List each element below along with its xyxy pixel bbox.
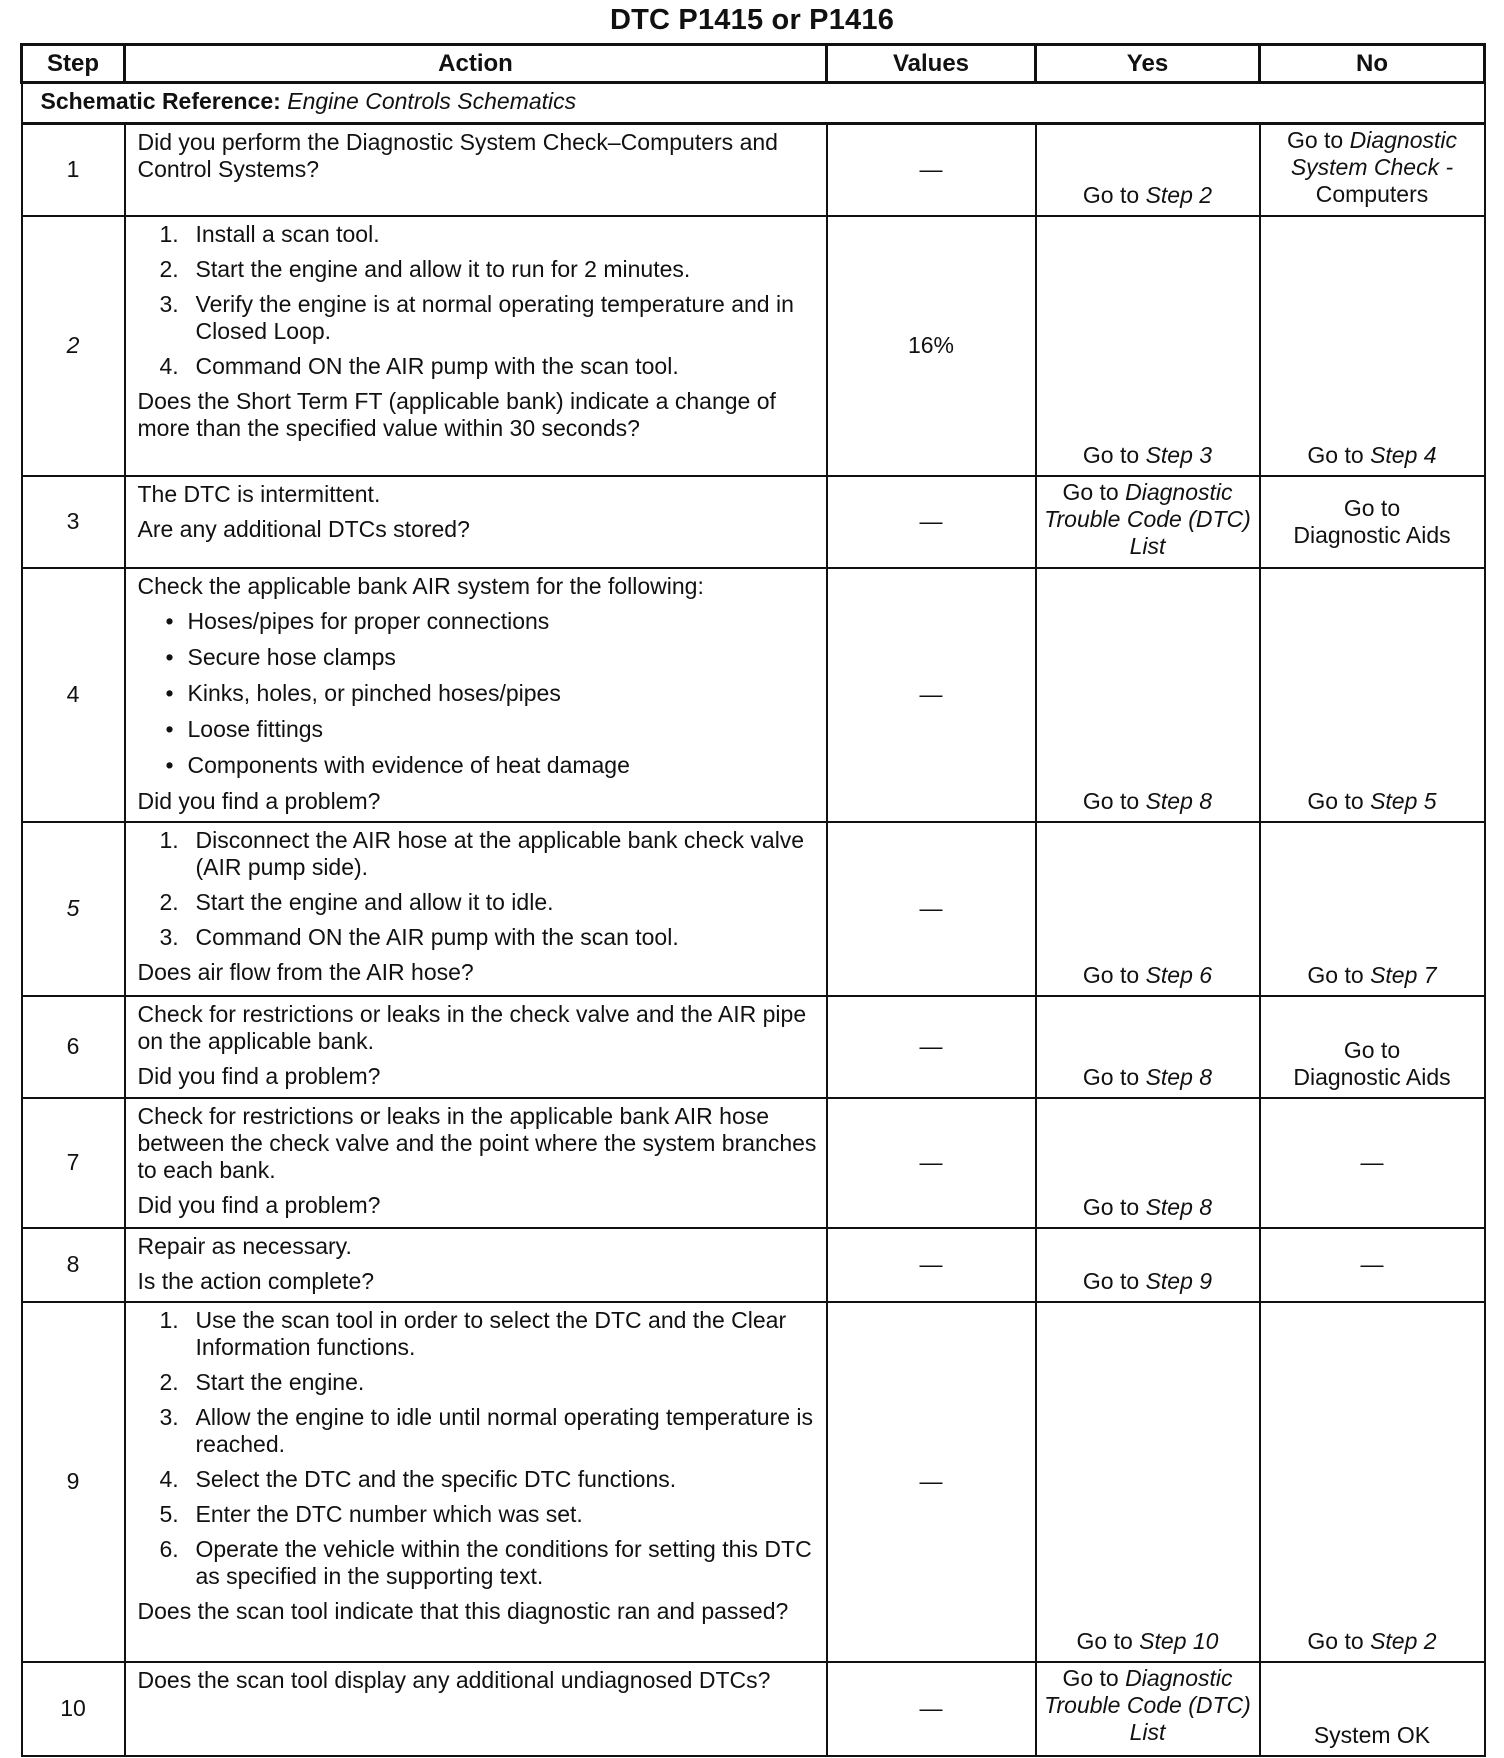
value-cell: 16% bbox=[827, 216, 1036, 476]
action-cell bbox=[125, 124, 827, 216]
step-number: 1 bbox=[22, 124, 125, 216]
action-text: Check for restrictions or leaks in the check valve and the AIR pipe on the applicable bank. bbox=[137, 1000, 807, 1054]
value-cell: — bbox=[827, 1662, 1036, 1756]
action-question: Did you find a problem? bbox=[137, 1062, 381, 1089]
step-number: 5 bbox=[66, 895, 80, 921]
list-item: 5. Enter the DTC number which was set. bbox=[159, 1500, 583, 1527]
action-question: Did you find a problem? bbox=[137, 1191, 381, 1218]
action-cell bbox=[125, 1662, 827, 1756]
header-yes: Yes bbox=[1036, 45, 1260, 83]
step-number: 7 bbox=[22, 1098, 125, 1228]
header-action: Action bbox=[125, 45, 827, 83]
list-item: 3. Allow the engine to idle until normal operating temperature is reached. bbox=[159, 1403, 814, 1457]
list-item: 3. Verify the engine is at normal operating temperature and in Closed Loop. bbox=[159, 290, 794, 344]
yes-cell bbox=[1036, 124, 1260, 216]
list-item: 1. Disconnect the AIR hose at the applicable bank check valve (AIR pump side). bbox=[159, 826, 805, 880]
value-cell: — bbox=[827, 124, 1036, 216]
no-cell: Go to Diagnostic Aids bbox=[1260, 476, 1485, 568]
step-number: 10 bbox=[22, 1662, 125, 1756]
step-number: 3 bbox=[22, 476, 125, 568]
no-cell: Go to Step 4 bbox=[1260, 216, 1485, 476]
step-number: 6 bbox=[22, 996, 125, 1098]
action-question: Is the action complete? bbox=[137, 1267, 375, 1294]
list-item: 1. Install a scan tool. bbox=[159, 220, 380, 247]
step-number: 2 bbox=[66, 332, 80, 358]
action-cell bbox=[125, 996, 827, 1098]
action-cell bbox=[125, 568, 827, 822]
action-question: Did you find a problem? bbox=[137, 787, 381, 814]
table-row bbox=[22, 822, 1485, 996]
yes-cell: Go to Step 8 bbox=[1036, 996, 1260, 1098]
action-bullets bbox=[138, 608, 818, 779]
list-item: • Loose fittings bbox=[138, 716, 818, 743]
action-question: Does the Short Term FT (applicable bank) indicate a change of more than the specified value within 30 seconds? bbox=[137, 387, 776, 441]
action-question: Does air flow from the AIR hose? bbox=[137, 958, 474, 985]
step-number: 9 bbox=[22, 1302, 125, 1662]
action-steps bbox=[138, 221, 818, 380]
action-question: Are any additional DTCs stored? bbox=[137, 515, 470, 542]
list-item: 2. Start the engine and allow it to run for 2 minutes. bbox=[159, 255, 691, 282]
action-intro: Check the applicable bank AIR system for the following: bbox=[137, 572, 704, 599]
action-text: Repair as necessary. bbox=[137, 1232, 352, 1259]
yes-cell: Go to Step 10 bbox=[1036, 1302, 1260, 1662]
list-item: 6. Operate the vehicle within the conditions for setting this DTC as specified in the supporting text. bbox=[159, 1535, 812, 1589]
yes-prefix: Go to bbox=[1082, 181, 1140, 208]
header-step: Step bbox=[22, 45, 125, 83]
table-row bbox=[22, 124, 1485, 216]
no-cell: Go to Diagnostic Aids bbox=[1260, 996, 1485, 1098]
value-cell: — bbox=[827, 1098, 1036, 1228]
value-cell: — bbox=[827, 568, 1036, 822]
yes-cell: Go to Diagnostic Trouble Code (DTC) List bbox=[1036, 1662, 1260, 1756]
yes-cell: Go to Diagnostic Trouble Code (DTC) List bbox=[1036, 476, 1260, 568]
table-header-row bbox=[22, 45, 1485, 83]
no-cell: System OK bbox=[1260, 1662, 1485, 1756]
value-cell: — bbox=[827, 822, 1036, 996]
table-row bbox=[22, 1302, 1485, 1662]
yes-cell: Go to Step 3 bbox=[1036, 216, 1260, 476]
table-row bbox=[22, 996, 1485, 1098]
action-cell bbox=[125, 476, 827, 568]
yes-target: Step 2 bbox=[1145, 181, 1213, 208]
no-prefix: Go to bbox=[1286, 127, 1344, 153]
yes-cell: Go to Step 6 bbox=[1036, 822, 1260, 996]
list-item: 2. Start the engine. bbox=[159, 1368, 365, 1395]
value-cell: — bbox=[827, 996, 1036, 1098]
diagnostic-table bbox=[20, 43, 1486, 1757]
table-row bbox=[22, 1098, 1485, 1228]
yes-cell: Go to Step 8 bbox=[1036, 1098, 1260, 1228]
schematic-label: Schematic Reference: bbox=[40, 88, 281, 114]
table-row bbox=[22, 216, 1485, 476]
no-suffix: Computers bbox=[1315, 181, 1429, 207]
schematic-reference bbox=[22, 83, 1485, 124]
table-row bbox=[22, 476, 1485, 568]
value-cell: — bbox=[827, 476, 1036, 568]
action-cell bbox=[125, 822, 827, 996]
list-item: • Kinks, holes, or pinched hoses/pipes bbox=[138, 680, 818, 707]
action-steps bbox=[138, 1307, 818, 1590]
list-item: • Components with evidence of heat damage bbox=[138, 752, 818, 779]
action-text: Check for restrictions or leaks in the applicable bank AIR hose between the check valve and the point where the system branches to each bank. bbox=[137, 1102, 817, 1183]
header-no: No bbox=[1260, 45, 1485, 83]
action-cell bbox=[125, 216, 827, 476]
table-row bbox=[22, 568, 1485, 822]
no-cell: Go to Step 5 bbox=[1260, 568, 1485, 822]
action-steps bbox=[138, 827, 818, 951]
action-text: Did you perform the Diagnostic System Check–Computers and Control Systems? bbox=[137, 129, 778, 182]
action-question: Does the scan tool display any additional undiagnosed DTCs? bbox=[137, 1666, 771, 1693]
value-cell: — bbox=[827, 1228, 1036, 1302]
yes-cell: Go to Step 8 bbox=[1036, 568, 1260, 822]
list-item: • Hoses/pipes for proper connections bbox=[138, 608, 818, 635]
action-cell bbox=[125, 1228, 827, 1302]
table-row bbox=[22, 1662, 1485, 1756]
list-item: 3. Command ON the AIR pump with the scan tool. bbox=[159, 923, 679, 950]
no-cell bbox=[1260, 124, 1485, 216]
list-item: 4. Select the DTC and the specific DTC functions. bbox=[159, 1465, 677, 1492]
no-cell: — bbox=[1260, 1228, 1485, 1302]
yes-cell: Go to Step 9 bbox=[1036, 1228, 1260, 1302]
list-item: 2. Start the engine and allow it to idle. bbox=[159, 888, 554, 915]
no-cell: — bbox=[1260, 1098, 1485, 1228]
action-cell bbox=[125, 1098, 827, 1228]
schematic-value: Engine Controls Schematics bbox=[287, 88, 577, 114]
list-item: • Secure hose clamps bbox=[138, 644, 818, 671]
step-number: 4 bbox=[22, 568, 125, 822]
no-target: Diagnostic System Check - bbox=[1290, 127, 1458, 180]
step-number: 8 bbox=[22, 1228, 125, 1302]
no-cell: Go to Step 7 bbox=[1260, 822, 1485, 996]
no-cell: Go to Step 2 bbox=[1260, 1302, 1485, 1662]
list-item: 4. Command ON the AIR pump with the scan tool. bbox=[159, 352, 679, 379]
action-cell bbox=[125, 1302, 827, 1662]
header-values: Values bbox=[827, 45, 1036, 83]
action-question: Does the scan tool indicate that this diagnostic ran and passed? bbox=[137, 1597, 789, 1624]
action-text: The DTC is intermittent. bbox=[137, 480, 381, 507]
schematic-reference-row bbox=[22, 83, 1485, 124]
page-title: DTC P1415 or P1416 bbox=[609, 4, 895, 36]
value-cell: — bbox=[827, 1302, 1036, 1662]
list-item: 1. Use the scan tool in order to select the DTC and the Clear Information functions. bbox=[159, 1306, 787, 1360]
table-row bbox=[22, 1228, 1485, 1302]
